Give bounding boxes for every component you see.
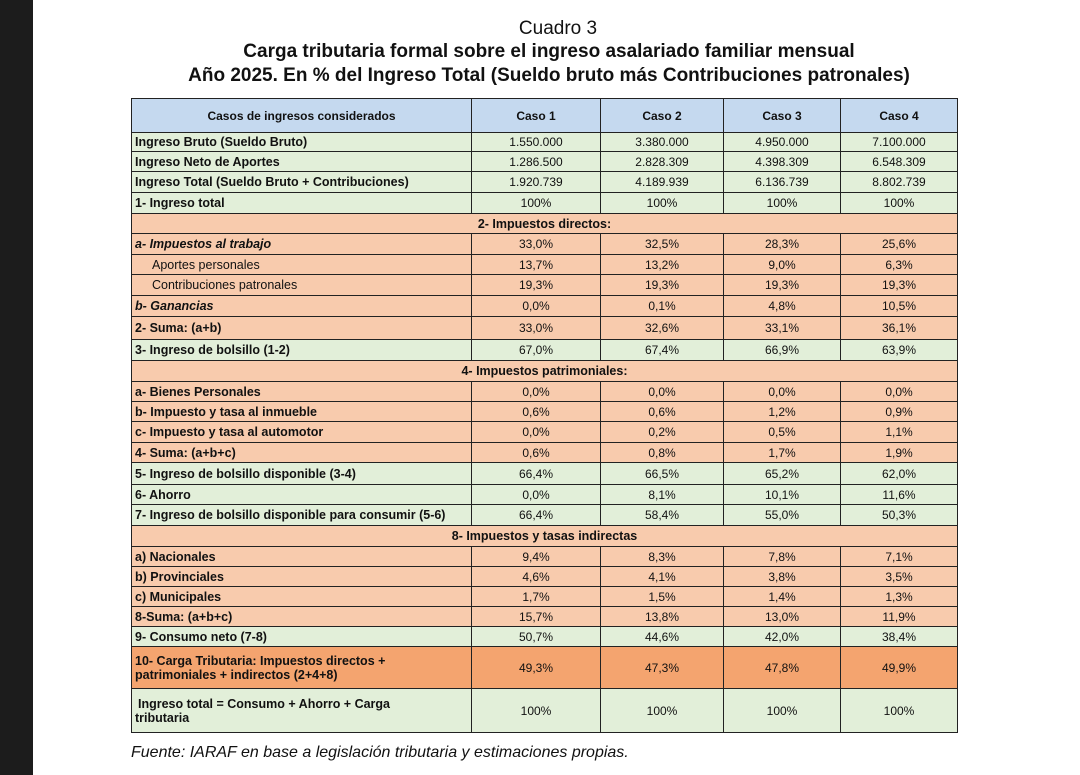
table-row <box>132 172 958 193</box>
section-header-row <box>132 526 958 547</box>
row-label-line-1: 10- Carga Tributaria: Impuestos directos + <box>135 653 386 668</box>
row-label: 7- Ingreso de bolsillo disponible para consumir (5-6) <box>132 505 472 526</box>
row-label: a- Impuestos al trabajo <box>132 234 472 255</box>
cell: 33,0% <box>472 234 601 255</box>
row-label: 9- Consumo neto (7-8) <box>132 627 472 647</box>
table-row <box>132 296 958 317</box>
cell: 19,3% <box>724 275 841 296</box>
row-label-line-2: patrimoniales + indirectos (2+4+8) <box>135 667 338 682</box>
table-row <box>132 547 958 567</box>
cell: 4.398.309 <box>724 152 841 172</box>
table-row <box>132 505 958 526</box>
cell: 6.136.739 <box>724 172 841 193</box>
cell: 1,2% <box>724 402 841 422</box>
cell: 67,4% <box>601 340 724 361</box>
cell: 100% <box>601 689 724 733</box>
cell: 0,0% <box>472 296 601 317</box>
table-row-total-check <box>132 689 958 733</box>
cell: 33,1% <box>724 317 841 340</box>
cell: 7.100.000 <box>841 133 958 152</box>
cell: 47,8% <box>724 647 841 689</box>
row-label: c- Impuesto y tasa al automotor <box>132 422 472 443</box>
header-caso-1: Caso 1 <box>472 99 601 133</box>
cell: 0,5% <box>724 422 841 443</box>
cell: 3,5% <box>841 567 958 587</box>
cell: 100% <box>724 689 841 733</box>
row-label-line-2: tributaria <box>135 710 190 725</box>
row-label <box>132 689 472 733</box>
cell: 1,5% <box>601 587 724 607</box>
cell: 65,2% <box>724 463 841 485</box>
cell: 50,3% <box>841 505 958 526</box>
cell: 100% <box>472 689 601 733</box>
row-label <box>132 647 472 689</box>
row-label: 3- Ingreso de bolsillo (1-2) <box>132 340 472 361</box>
header-caso-2: Caso 2 <box>601 99 724 133</box>
cell: 6.548.309 <box>841 152 958 172</box>
cell: 13,2% <box>601 255 724 275</box>
cell: 0,0% <box>724 382 841 402</box>
row-label: 8-Suma: (a+b+c) <box>132 607 472 627</box>
cell: 4.189.939 <box>601 172 724 193</box>
row-label: b- Ganancias <box>132 296 472 317</box>
cell: 6,3% <box>841 255 958 275</box>
cell: 100% <box>724 193 841 214</box>
table-row <box>132 463 958 485</box>
table-row <box>132 587 958 607</box>
table-row <box>132 382 958 402</box>
cell: 9,0% <box>724 255 841 275</box>
cell: 62,0% <box>841 463 958 485</box>
cell: 10,5% <box>841 296 958 317</box>
table-row <box>132 340 958 361</box>
cell: 1,3% <box>841 587 958 607</box>
cell: 1,7% <box>472 587 601 607</box>
header-caso-3: Caso 3 <box>724 99 841 133</box>
table-row <box>132 193 958 214</box>
cell: 19,3% <box>601 275 724 296</box>
cell: 4,6% <box>472 567 601 587</box>
cell: 1,7% <box>724 443 841 463</box>
cell: 67,0% <box>472 340 601 361</box>
cell: 66,4% <box>472 463 601 485</box>
section-header-row <box>132 361 958 382</box>
row-label: b) Provinciales <box>132 567 472 587</box>
table-row <box>132 133 958 152</box>
header-caso-4: Caso 4 <box>841 99 958 133</box>
row-label: 5- Ingreso de bolsillo disponible (3-4) <box>132 463 472 485</box>
cell: 19,3% <box>472 275 601 296</box>
cell: 100% <box>601 193 724 214</box>
table-row-tax-burden <box>132 647 958 689</box>
cell: 10,1% <box>724 485 841 505</box>
row-label: Ingreso Neto de Aportes <box>132 152 472 172</box>
row-label: 2- Suma: (a+b) <box>132 317 472 340</box>
cell: 100% <box>841 689 958 733</box>
left-dark-margin <box>0 0 33 775</box>
cell: 47,3% <box>601 647 724 689</box>
cell: 13,0% <box>724 607 841 627</box>
source-note: Fuente: IARAF en base a legislación tributaria y estimaciones propias. <box>131 744 629 761</box>
cell: 4,8% <box>724 296 841 317</box>
cell: 38,4% <box>841 627 958 647</box>
cell: 32,6% <box>601 317 724 340</box>
section-header-row <box>132 214 958 234</box>
cell: 0,1% <box>601 296 724 317</box>
row-label: 6- Ahorro <box>132 485 472 505</box>
row-label: Ingreso Total (Sueldo Bruto + Contribuciones) <box>132 172 472 193</box>
table-row <box>132 485 958 505</box>
cell: 66,4% <box>472 505 601 526</box>
row-label: 4- Suma: (a+b+c) <box>132 443 472 463</box>
table-row <box>132 234 958 255</box>
row-label: a) Nacionales <box>132 547 472 567</box>
cell: 44,6% <box>601 627 724 647</box>
cell: 11,6% <box>841 485 958 505</box>
table-row <box>132 567 958 587</box>
cell: 0,6% <box>472 443 601 463</box>
row-label: b- Impuesto y tasa al inmueble <box>132 402 472 422</box>
cell: 0,0% <box>472 422 601 443</box>
row-label: 1- Ingreso total <box>132 193 472 214</box>
section-property-taxes: 4- Impuestos patrimoniales: <box>132 361 958 382</box>
cell: 0,0% <box>472 382 601 402</box>
cell: 8,1% <box>601 485 724 505</box>
cell: 1,9% <box>841 443 958 463</box>
cell: 0,8% <box>601 443 724 463</box>
table-row <box>132 152 958 172</box>
table-row <box>132 422 958 443</box>
cell: 2.828.309 <box>601 152 724 172</box>
table-subtitle: Carga tributaria formal sobre el ingreso asalariado familiar mensual <box>243 41 855 62</box>
section-indirect-taxes: 8- Impuestos y tasas indirectas <box>132 526 958 547</box>
cell: 1.920.739 <box>472 172 601 193</box>
table-title: Cuadro 3 <box>518 18 598 39</box>
table-subtitle-year: Año 2025. En % del Ingreso Total (Sueldo bruto más Contribuciones patronales) <box>188 65 910 86</box>
cell: 25,6% <box>841 234 958 255</box>
table-row <box>132 317 958 340</box>
cell: 49,3% <box>472 647 601 689</box>
cell: 8.802.739 <box>841 172 958 193</box>
cell: 1.286.500 <box>472 152 601 172</box>
cell: 28,3% <box>724 234 841 255</box>
cell: 63,9% <box>841 340 958 361</box>
cell: 50,7% <box>472 627 601 647</box>
cell: 33,0% <box>472 317 601 340</box>
cell: 4,1% <box>601 567 724 587</box>
row-label: a- Bienes Personales <box>132 382 472 402</box>
cell: 42,0% <box>724 627 841 647</box>
cell: 13,8% <box>601 607 724 627</box>
row-label: Aportes personales <box>132 255 472 275</box>
cell: 13,7% <box>472 255 601 275</box>
table-row <box>132 255 958 275</box>
table-row <box>132 627 958 647</box>
cell: 1,4% <box>724 587 841 607</box>
table-row <box>132 443 958 463</box>
cell: 11,9% <box>841 607 958 627</box>
cell: 49,9% <box>841 647 958 689</box>
row-label-line-1: Ingreso total = Consumo + Ahorro + Carga <box>138 696 391 711</box>
row-label: Contribuciones patronales <box>132 275 472 296</box>
cell: 8,3% <box>601 547 724 567</box>
cell: 0,0% <box>601 382 724 402</box>
header-row <box>132 99 958 133</box>
cell: 32,5% <box>601 234 724 255</box>
cell: 0,6% <box>601 402 724 422</box>
row-label: c) Municipales <box>132 587 472 607</box>
cell: 7,1% <box>841 547 958 567</box>
cell: 36,1% <box>841 317 958 340</box>
cell: 58,4% <box>601 505 724 526</box>
cell: 4.950.000 <box>724 133 841 152</box>
cell: 1.550.000 <box>472 133 601 152</box>
cell: 3,8% <box>724 567 841 587</box>
cell: 0,0% <box>472 485 601 505</box>
tax-burden-table <box>131 98 958 733</box>
table-row <box>132 402 958 422</box>
table-row <box>132 607 958 627</box>
title-block <box>130 18 1080 88</box>
cell: 19,3% <box>841 275 958 296</box>
cell: 1,1% <box>841 422 958 443</box>
cell: 0,9% <box>841 402 958 422</box>
cell: 0,6% <box>472 402 601 422</box>
cell: 7,8% <box>724 547 841 567</box>
section-direct-taxes: 2- Impuestos directos: <box>132 214 958 234</box>
cell: 3.380.000 <box>601 133 724 152</box>
cell: 100% <box>841 193 958 214</box>
row-label: Ingreso Bruto (Sueldo Bruto) <box>132 133 472 152</box>
cell: 66,9% <box>724 340 841 361</box>
cell: 15,7% <box>472 607 601 627</box>
cell: 0,0% <box>841 382 958 402</box>
cell: 9,4% <box>472 547 601 567</box>
cell: 55,0% <box>724 505 841 526</box>
cell: 66,5% <box>601 463 724 485</box>
cell: 100% <box>472 193 601 214</box>
cell: 0,2% <box>601 422 724 443</box>
table-row <box>132 275 958 296</box>
header-cases: Casos de ingresos considerados <box>132 99 472 133</box>
